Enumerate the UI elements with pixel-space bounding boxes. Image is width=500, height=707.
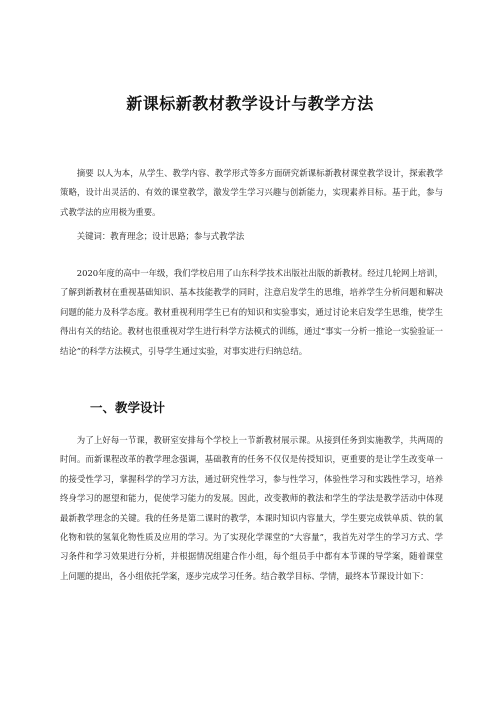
document-title: 新课标新教材教学设计与教学方法: [126, 94, 374, 113]
intro-paragraph: 2020年度的高中一年级，我们学校启用了山东科学技术出版社出版的新教材。经过几轮网上培训，了解到新教材在重视基础知识、基本技能教学的同时，注意启发学生的思维，培养学生分析问题和解决问题的能力及科学态度。教材重视利用学生已有的知识和实验事实，通过讨论来启发学生思维，使学生得出有关的结论。教材也很重视对学生进行科学方法模式的训练，通过“事实一分析一推论一实验验证一结论”的科学方法模式，引导学生通过实验，对事实进行归纳总结。: [60, 268, 443, 356]
keywords-line: 关键词：教育理念；设计思路；参与式教学法: [76, 231, 245, 241]
section-body-paragraph: 为了上好每一节课，教研室安排每个学校上一节新教材展示课。从接到任务到实施教学，共两周的时间。而新课程改革的教学理念强调，基础教育的任务不仅仅是传授知识，更重要的是让学生改变单一的接受性学习，掌握科学的学习方法，通过研究性学习，参与性学习，体验性学习和实践性学习，培养终身学习的愿望和能力，促使学习能力的发展。因此，改变教师的教法和学生的学法是教学活动中体现最新教学理念的关键。我的任务是第二课时的教学，本课时知识内容量大，学生要完成铁单质、铁的氧化物和铁的氢氧化物性质及应用的学习。为了实现化学课堂的“大容量”，我首先对学生的学习方式、学习条件和学习效果进行分析，并根据情况组建合作小组，每个组员手中都有本节课的导学案，随着课堂上问题的提出，各小组依托学案，逐步完成学习任务。结合教学目标、学情，最终本节课设计如下：: [60, 435, 443, 581]
section-heading-teaching-design: 一、教学设计: [90, 400, 166, 415]
abstract-paragraph: 摘要 以人为本，从学生、教学内容、教学形式等多方面研究新课标新教材课堂教学设计，探索教学策略，设计出灵活的、有效的课堂教学，激发学生学习兴趣与创新能力，实现素养目标。基于此，参与式教学法的应用极为重要。: [60, 168, 443, 217]
